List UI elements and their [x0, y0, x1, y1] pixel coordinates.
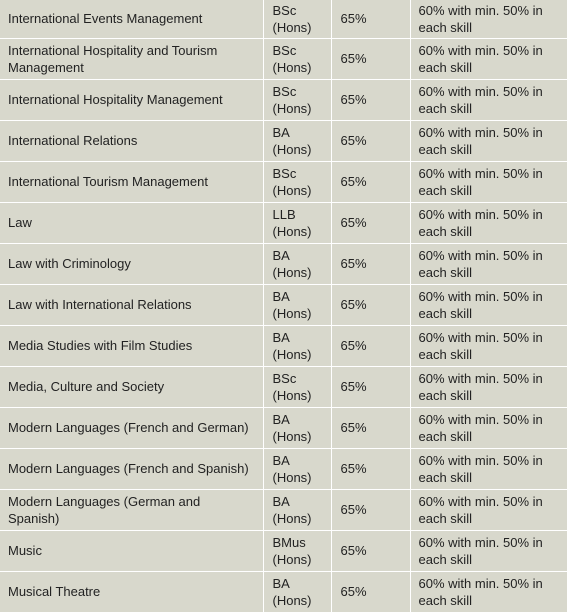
requirement-cell [410, 38, 567, 79]
course-name: International Hospitality and Tourism Management [8, 42, 218, 75]
requirement-line-1: 60% with min. 50% in [418, 288, 543, 304]
requirement-line-2: each skill [418, 223, 472, 239]
requirement-cell [410, 120, 567, 161]
requirement-line-1: 60% with min. 50% in [418, 247, 543, 263]
score-value: 65% [340, 543, 367, 558]
table-row [0, 448, 567, 489]
award-type: BMus [272, 534, 306, 550]
requirement-line-2: each skill [418, 141, 472, 157]
requirement-line-2: each skill [418, 264, 472, 280]
requirement-cell [410, 284, 567, 325]
score-value: 65% [340, 297, 367, 312]
honours-label: (Hons) [272, 100, 312, 116]
requirement-cell [410, 407, 567, 448]
score-cell [331, 325, 410, 366]
course-name: International Hospitality Management [8, 92, 223, 107]
course-name-cell [0, 202, 263, 243]
score-value: 65% [340, 420, 367, 435]
table-row [0, 284, 567, 325]
course-name: Law [8, 215, 32, 230]
course-name: Modern Languages (French and Spanish) [8, 461, 249, 476]
requirement-line-2: each skill [418, 100, 472, 116]
table-row [0, 243, 567, 284]
score-cell [331, 571, 410, 612]
requirement-line-2: each skill [418, 387, 472, 403]
award-cell [263, 120, 331, 161]
award-type: BA [272, 288, 290, 304]
requirement-cell [410, 79, 567, 120]
requirement-line-2: each skill [418, 428, 472, 444]
table-row [0, 366, 567, 407]
table-row [0, 161, 567, 202]
award-type: BSc [272, 83, 297, 99]
score-cell [331, 366, 410, 407]
award-type: BSc [272, 165, 297, 181]
award-type: BA [272, 329, 290, 345]
award-cell [263, 38, 331, 79]
score-value: 65% [340, 461, 367, 476]
requirement-cell [410, 530, 567, 571]
award-type: LLB [272, 206, 296, 222]
requirement-cell [410, 325, 567, 366]
course-name: International Tourism Management [8, 174, 208, 189]
requirement-line-2: each skill [418, 469, 472, 485]
award-cell [263, 489, 331, 530]
course-name: Music [8, 543, 42, 558]
requirement-line-1: 60% with min. 50% in [418, 2, 543, 18]
requirement-line-2: each skill [418, 592, 472, 608]
course-name-cell [0, 530, 263, 571]
award-cell [263, 407, 331, 448]
course-name-cell [0, 38, 263, 79]
course-name-cell [0, 366, 263, 407]
course-name-cell [0, 448, 263, 489]
table-row [0, 202, 567, 243]
score-value: 65% [340, 174, 367, 189]
course-name-cell [0, 325, 263, 366]
honours-label: (Hons) [272, 592, 312, 608]
table-row [0, 0, 567, 38]
requirement-cell [410, 448, 567, 489]
award-cell [263, 284, 331, 325]
course-name: Law with Criminology [8, 256, 131, 271]
requirement-line-1: 60% with min. 50% in [418, 329, 543, 345]
honours-label: (Hons) [272, 305, 312, 321]
course-name-cell [0, 0, 263, 38]
requirement-line-2: each skill [418, 182, 472, 198]
honours-label: (Hons) [272, 551, 312, 567]
award-cell [263, 530, 331, 571]
award-cell [263, 202, 331, 243]
requirement-cell [410, 366, 567, 407]
award-type: BA [272, 493, 290, 509]
score-cell [331, 120, 410, 161]
course-name: Media, Culture and Society [8, 379, 165, 394]
score-value: 65% [340, 502, 367, 517]
award-type: BA [272, 247, 290, 263]
award-type: BSc [272, 2, 297, 18]
honours-label: (Hons) [272, 141, 312, 157]
honours-label: (Hons) [272, 59, 312, 75]
course-name-cell [0, 243, 263, 284]
award-type: BA [272, 575, 290, 591]
course-name: International Events Management [8, 11, 203, 27]
course-name: International Relations [8, 133, 138, 148]
award-type: BSc [272, 370, 297, 386]
score-cell [331, 407, 410, 448]
honours-label: (Hons) [272, 264, 312, 280]
award-cell [263, 243, 331, 284]
table-row [0, 489, 567, 530]
table-row [0, 79, 567, 120]
course-name: Media Studies with Film Studies [8, 338, 193, 353]
award-cell [263, 448, 331, 489]
score-value: 65% [340, 584, 367, 599]
award-cell [263, 0, 331, 38]
score-value: 65% [340, 256, 367, 271]
requirement-line-1: 60% with min. 50% in [418, 165, 543, 181]
score-value: 65% [340, 92, 367, 107]
requirement-line-2: each skill [418, 551, 472, 567]
table-row [0, 530, 567, 571]
award-cell [263, 571, 331, 612]
course-name-cell [0, 161, 263, 202]
requirement-line-1: 60% with min. 50% in [418, 42, 543, 58]
score-cell [331, 489, 410, 530]
honours-label: (Hons) [272, 387, 312, 403]
score-value: 65% [340, 51, 367, 66]
requirement-line-2: each skill [418, 59, 472, 75]
requirement-cell [410, 202, 567, 243]
award-cell [263, 79, 331, 120]
honours-label: (Hons) [272, 223, 312, 239]
requirement-line-1: 60% with min. 50% in [418, 83, 543, 99]
course-name: Modern Languages (French and German) [8, 420, 249, 435]
requirement-cell [410, 0, 567, 38]
requirement-line-1: 60% with min. 50% in [418, 124, 543, 140]
requirement-line-1: 60% with min. 50% in [418, 206, 543, 222]
score-cell [331, 79, 410, 120]
requirement-line-1: 60% with min. 50% in [418, 534, 543, 550]
score-cell [331, 161, 410, 202]
score-cell [331, 530, 410, 571]
honours-label: (Hons) [272, 346, 312, 362]
table-row [0, 325, 567, 366]
course-name-cell [0, 120, 263, 161]
award-type: BSc [272, 42, 297, 58]
score-value: 65% [340, 379, 367, 394]
course-name: Musical Theatre [8, 584, 101, 599]
requirement-cell [410, 571, 567, 612]
table-row [0, 38, 567, 79]
requirement-line-1: 60% with min. 50% in [418, 493, 543, 509]
score-value: 65% [340, 338, 367, 353]
table-row [0, 120, 567, 161]
course-name-cell [0, 79, 263, 120]
course-name-cell [0, 407, 263, 448]
course-name: Modern Languages (German and Spanish) [8, 493, 201, 526]
honours-label: (Hons) [272, 510, 312, 526]
award-type: BA [272, 452, 290, 468]
score-cell [331, 38, 410, 79]
score-value: 65% [340, 11, 367, 27]
requirement-cell [410, 489, 567, 530]
requirement-line-1: 60% with min. 50% in [418, 452, 543, 468]
honours-label: (Hons) [272, 182, 312, 198]
requirement-cell [410, 161, 567, 202]
award-cell [263, 161, 331, 202]
course-name: Law with International Relations [8, 297, 192, 312]
table-row [0, 571, 567, 612]
honours-label: (Hons) [272, 469, 312, 485]
award-cell [263, 366, 331, 407]
award-type: BA [272, 411, 290, 427]
requirement-line-1: 60% with min. 50% in [418, 575, 543, 591]
requirement-cell [410, 243, 567, 284]
score-cell [331, 202, 410, 243]
course-name-cell [0, 284, 263, 325]
course-name-cell [0, 489, 263, 530]
score-value: 65% [340, 133, 367, 148]
award-type: BA [272, 124, 290, 140]
table-row [0, 407, 567, 448]
score-cell [331, 0, 410, 38]
requirement-line-1: 60% with min. 50% in [418, 370, 543, 386]
requirement-line-1: 60% with min. 50% in [418, 411, 543, 427]
honours-label: (Hons) [272, 19, 312, 35]
requirement-line-2: each skill [418, 19, 472, 35]
score-value: 65% [340, 215, 367, 230]
score-cell [331, 243, 410, 284]
course-name-cell [0, 571, 263, 612]
award-cell [263, 325, 331, 366]
requirement-line-2: each skill [418, 510, 472, 526]
requirement-line-2: each skill [418, 346, 472, 362]
honours-label: (Hons) [272, 428, 312, 444]
score-cell [331, 448, 410, 489]
requirement-line-2: each skill [418, 305, 472, 321]
score-cell [331, 284, 410, 325]
